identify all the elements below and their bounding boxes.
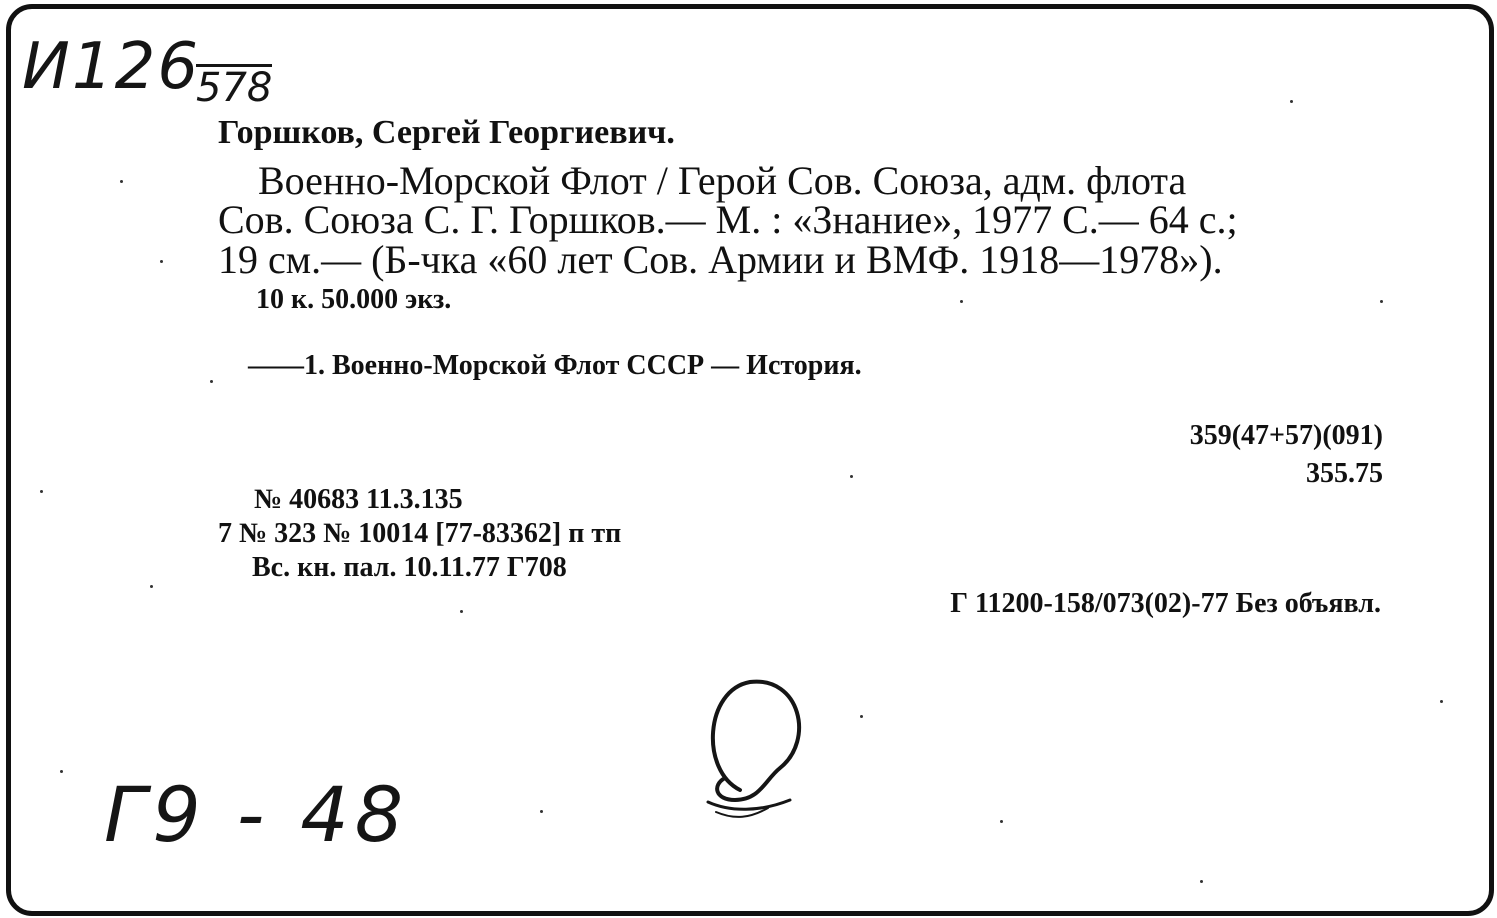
scan-speck bbox=[1200, 880, 1203, 883]
title-line-1: Военно-Морской Флот / Герой Сов. Союза, адм. флота bbox=[258, 158, 1187, 203]
author-heading: Горшков, Сергей Георгиевич. bbox=[218, 114, 675, 151]
scan-speck bbox=[210, 380, 213, 383]
publisher-code: Г 11200-158/073(02)-77 Без объявл. bbox=[950, 588, 1381, 619]
handwritten-call-fraction: 578 bbox=[196, 65, 273, 111]
handwritten-shelf-mark: Г9 - 48 bbox=[104, 770, 410, 859]
registration-number-line-2: 7 № 323 № 10014 [77-83362] п тп bbox=[218, 518, 622, 549]
udc-code: 359(47+57)(091) bbox=[1189, 420, 1383, 451]
bbk-code: 355.75 bbox=[1306, 458, 1383, 489]
scan-speck bbox=[960, 300, 963, 303]
scan-speck bbox=[1380, 300, 1383, 303]
title-line-3: 19 см.— (Б-чка «60 лет Сов. Армии и ВМФ. 1918—1978»). bbox=[218, 237, 1223, 282]
scan-speck bbox=[150, 585, 153, 588]
scan-speck bbox=[860, 715, 863, 718]
scan-speck bbox=[1000, 820, 1003, 823]
scan-speck bbox=[120, 180, 123, 183]
registration-number-line-3: Вс. кн. пал. 10.11.77 Г708 bbox=[252, 552, 567, 583]
scan-speck bbox=[60, 770, 63, 773]
scan-speck bbox=[1290, 100, 1293, 103]
price-and-copies: 10 к. 50.000 экз. bbox=[256, 284, 452, 315]
scan-speck bbox=[160, 260, 163, 263]
scan-speck bbox=[1440, 700, 1443, 703]
scan-speck bbox=[540, 810, 543, 813]
scan-speck bbox=[460, 610, 463, 613]
registration-number-line-1: № 40683 11.3.135 bbox=[254, 484, 463, 515]
scan-speck bbox=[850, 475, 853, 478]
title-line-2: Сов. Союза С. Г. Горшков.— М. : «Знание», 1977 С.— 64 с.; bbox=[218, 197, 1238, 242]
subject-heading: ——1. Военно-Морской Флот СССР — История. bbox=[248, 350, 862, 381]
handwritten-call-number: И126 bbox=[22, 30, 201, 104]
scan-speck bbox=[40, 490, 43, 493]
